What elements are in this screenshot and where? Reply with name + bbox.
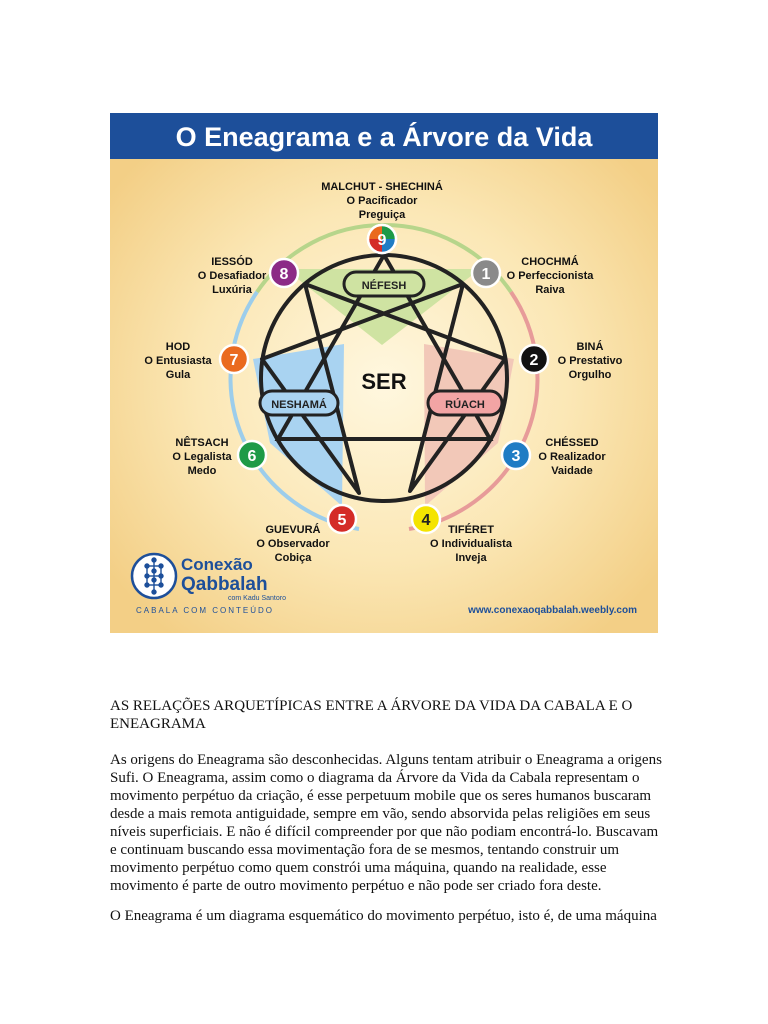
logo-line2: Qabbalah	[181, 574, 268, 595]
point-4-vice: Inveja	[455, 552, 487, 564]
article-paragraph-1: As origens do Eneagrama são desconhecidas. Alguns tentam atribuir o Eneagrama a origens Sufi. O Eneagrama, assim como o diagrama da Árvore da Vida da Cabala representam o movimento perpétuo da criação, é esse perpetuum mobile que os seres humanos buscaram desde a mais remota antiguidade, sempre em vão, sendo absorvida pelas religiões em seus níveis superficiais. E não é difícil compreender por que não podiam encontrá-lo. Buscavam e continuam buscando essa movimentação fora de se mesmos, tentando construir um movimento perpétuo como quem constrói uma máquina, quando na realidade, esse movimento é parte de outro movimento perpétuo e não pode ser criado fora deste.	[110, 752, 662, 894]
point-5	[328, 505, 356, 533]
point-8	[270, 259, 298, 287]
point-9-vice: Preguiça	[358, 209, 406, 221]
logo-line3: com Kadu Santoro	[228, 595, 286, 602]
point-9-name: MALCHUT - SHECHINÁ	[321, 181, 443, 193]
point-9	[368, 225, 396, 253]
article-heading: AS RELAÇÕES ARQUETÍPICAS ENTRE A ÁRVORE DA VIDA DA CABALA E O ENEAGRAMA	[110, 698, 633, 732]
point-5-type: O Observador	[256, 538, 330, 550]
point-7-name: HOD	[165, 341, 191, 353]
point-4-number: 4	[421, 512, 431, 529]
point-8-number: 8	[279, 266, 289, 283]
point-4	[412, 505, 440, 533]
point-1-type: O Perfeccionista	[506, 270, 594, 282]
point-5-vice: Cobiça	[274, 552, 312, 564]
point-9-number: 9	[377, 232, 387, 249]
point-2-vice: Orgulho	[568, 369, 612, 381]
point-8-name: IESSÓD	[211, 256, 253, 268]
article-paragraph-2: O Eneagrama é um diagrama esquemático do movimento perpétuo, isto é, de uma máquina	[110, 908, 657, 924]
infographic-title: O Eneagrama e a Árvore da Vida	[175, 122, 593, 152]
point-6-number: 6	[247, 448, 257, 465]
point-7-vice: Gula	[165, 369, 191, 381]
logo-tagline: CABALA COM CONTEÚDO	[136, 606, 275, 615]
neshama-label: NESHAMÁ	[271, 399, 327, 411]
point-2	[520, 345, 548, 373]
point-5-number: 5	[337, 512, 347, 529]
point-3-type: O Realizador	[538, 451, 606, 463]
point-1-vice: Raiva	[535, 284, 565, 296]
point-6-type: O Legalista	[172, 451, 232, 463]
point-8-type: O Desafiador	[197, 270, 267, 282]
point-5-name: GUEVURÁ	[265, 524, 321, 536]
point-2-number: 2	[529, 352, 539, 369]
point-7-type: O Entusiasta	[144, 355, 212, 367]
point-6-name: NÊTSACH	[175, 437, 229, 449]
point-3-number: 3	[511, 448, 521, 465]
point-8-vice: Luxúria	[212, 284, 252, 296]
infographic-canvas	[110, 113, 658, 633]
nefesh-label: NÉFESH	[361, 280, 407, 292]
point-1-name: CHOCHMÁ	[521, 256, 579, 268]
point-2-name: BINÁ	[576, 341, 604, 353]
ruach-label: RÚACH	[445, 399, 485, 411]
point-1	[472, 259, 500, 287]
website-url: www.conexaoqabbalah.weebly.com	[468, 605, 637, 616]
point-3	[502, 441, 530, 469]
point-7	[220, 345, 248, 373]
center-label: SER	[361, 369, 407, 394]
point-4-name: TIFÉRET	[448, 524, 494, 536]
point-4-type: O Individualista	[430, 538, 512, 550]
point-2-type: O Prestativo	[557, 355, 623, 367]
point-7-number: 7	[229, 352, 239, 369]
point-3-name: CHÉSSED	[545, 437, 599, 449]
point-6	[238, 441, 266, 469]
point-1-number: 1	[481, 266, 491, 283]
point-3-vice: Vaidade	[551, 465, 593, 477]
logo-line1: Conexão	[181, 555, 253, 574]
point-9-type: O Pacificador	[346, 195, 418, 207]
enneagram-infographic	[110, 113, 658, 633]
point-6-vice: Medo	[187, 465, 217, 477]
